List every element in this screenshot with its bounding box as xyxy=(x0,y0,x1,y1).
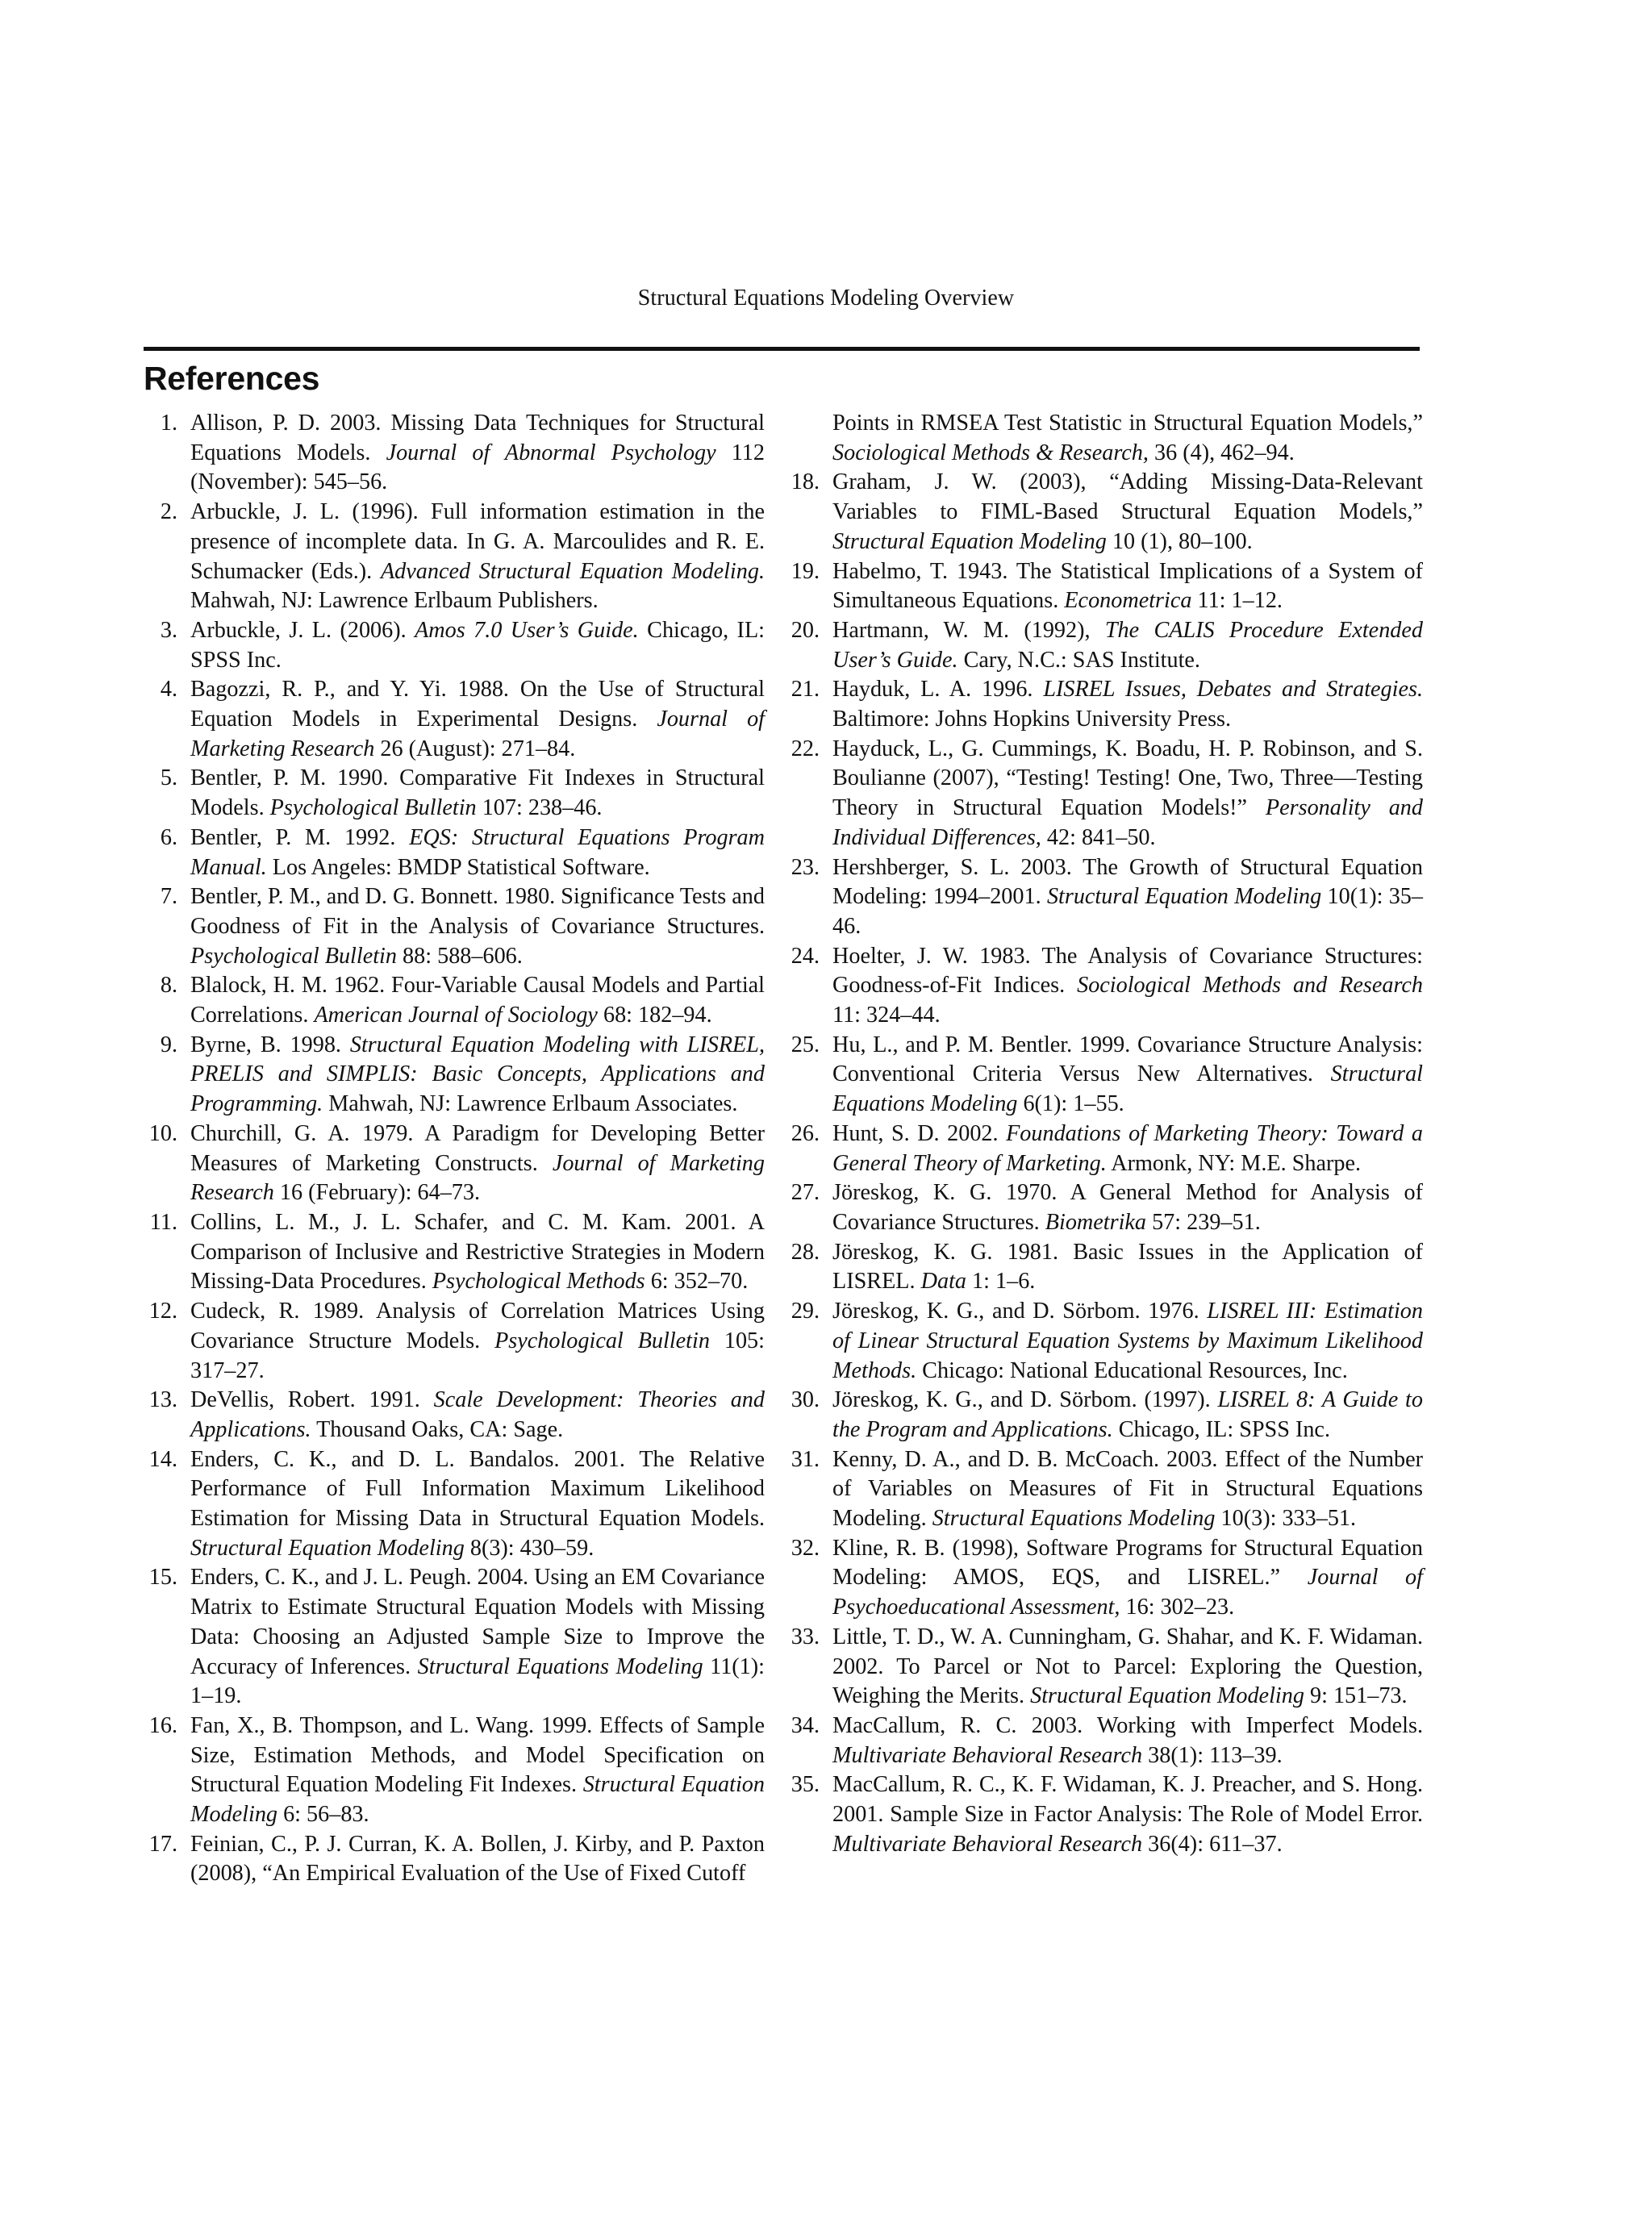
reference-text: Bentler, P. M. 1992. xyxy=(190,824,410,850)
reference-text: Feinian, C., P. J. Curran, K. A. Bollen, J. Kirby, and P. Paxton (2008), “An Empirical Evaluation of the Use of Fixed Cutoff xyxy=(190,1831,765,1887)
reference-text: Bagozzi, R. P., and Y. Yi. 1988. On the Use of Structural Equation Models in Experimental Designs. xyxy=(190,677,765,732)
reference-number: 7. xyxy=(160,884,177,910)
references-right-column xyxy=(786,409,1423,1859)
reference-text: Points in RMSEA Test Statistic in Structural Equation Models,” xyxy=(832,411,1423,436)
reference-text: 57: 239–51. xyxy=(1146,1209,1261,1235)
reference-item xyxy=(144,1386,765,1445)
reference-item xyxy=(144,1563,765,1712)
reference-number: 25. xyxy=(791,1032,820,1057)
reference-text: Chicago, IL: SPSS Inc. xyxy=(190,617,765,673)
reference-item xyxy=(144,882,765,971)
reference-title-italic: Advanced Structural Equation Modeling. xyxy=(380,558,766,584)
reference-item xyxy=(144,675,765,764)
reference-item xyxy=(786,1445,1423,1534)
reference-number: 11. xyxy=(149,1209,177,1235)
reference-number: 26. xyxy=(791,1120,820,1146)
reference-title-italic: Sociological Methods and Research xyxy=(1077,973,1423,999)
reference-text: 10(3): 333–51. xyxy=(1215,1506,1357,1532)
reference-text: Cudeck, R. 1989. Analysis of Correlation Matrices Using Covariance Structure Models. xyxy=(190,1299,765,1353)
reference-title-italic: Structural Equation Modeling xyxy=(190,1535,465,1561)
reference-text: 11: 324–44. xyxy=(832,1003,941,1028)
reference-title-italic: LISREL 8: A Guide to the Program and Applications. xyxy=(832,1387,1423,1442)
reference-text: Bentler, P. M., and D. G. Bonnett. 1980. Significance Tests and Goodness of Fit in the Analysis of Covariance Structures. xyxy=(190,884,765,939)
reference-text: 42: 841–50. xyxy=(1041,824,1156,850)
reference-number: 18. xyxy=(791,469,820,495)
reference-text: 1: 1–6. xyxy=(966,1269,1036,1295)
reference-text: 9: 151–73. xyxy=(1304,1683,1408,1709)
reference-text: 11: 1–12. xyxy=(1191,588,1283,614)
reference-title-italic: Structural Equation Modeling xyxy=(190,1772,765,1828)
reference-text: Hayduck, L., G. Cummings, K. Boadu, H. P. Robinson, and S. Boulianne (2007), “Testing! Testing! One, Two, Three—Testing Theory in Structural Equation Models!” xyxy=(832,736,1423,821)
reference-title-italic: Journal of Marketing Research xyxy=(190,1150,765,1206)
reference-text: 36(4): 611–37. xyxy=(1142,1831,1283,1857)
reference-number: 2. xyxy=(160,499,177,525)
reference-title-italic: Multivariate Behavioral Research xyxy=(832,1831,1143,1857)
section-title: References xyxy=(144,360,320,397)
reference-text: Mahwah, NJ: Lawrence Erlbaum Associates. xyxy=(323,1091,738,1117)
reference-text: Hunt, S. D. 2002. xyxy=(832,1120,1007,1146)
reference-item xyxy=(786,735,1423,853)
reference-text: Collins, L. M., J. L. Schafer, and C. M. Kam. 2001. A Comparison of Inclusive and Restrictive Strategies in Modern Missing-Data Procedures. xyxy=(190,1209,765,1295)
reference-item xyxy=(786,616,1423,675)
reference-title-italic: Biometrika xyxy=(1045,1209,1147,1235)
reference-item xyxy=(786,409,1423,468)
reference-text: Arbuckle, J. L. (2006). xyxy=(190,617,415,643)
reference-title-italic: Data xyxy=(920,1269,966,1295)
reference-title-italic: Journal of Abnormal Psychology xyxy=(386,440,716,465)
reference-text: 16: 302–23. xyxy=(1120,1595,1235,1620)
reference-title-italic: Multivariate Behavioral Research xyxy=(832,1742,1143,1768)
reference-title-italic: Sociological Methods & Research, xyxy=(832,440,1149,465)
reference-text: Baltimore: Johns Hopkins University Press. xyxy=(832,707,1232,732)
reference-text: 6: 352–70. xyxy=(645,1269,749,1295)
reference-item xyxy=(786,675,1423,734)
reference-text: Thousand Oaks, CA: Sage. xyxy=(311,1416,564,1442)
reference-text: Hoelter, J. W. 1983. The Analysis of Covariance Structures: Goodness-of-Fit Indices. xyxy=(832,943,1423,999)
reference-text: Arbuckle, J. L. (1996). Full information estimation in the presence of incomplete data. In G. A. Marcoulides and R. E. Schumacker (Eds.). xyxy=(190,499,765,584)
reference-title-italic: LISREL III: Estimation of Linear Structural Equation Systems by Maximum Likelihood Methods. xyxy=(832,1299,1423,1383)
reference-text: Enders, C. K., and D. L. Bandalos. 2001. The Relative Performance of Full Information Maximum Likelihood Estimation for Missing Data in Structural Equation Models. xyxy=(190,1446,765,1532)
reference-text: Allison, P. D. 2003. Missing Data Techniques for Structural Equations Models. xyxy=(190,411,765,465)
reference-number: 35. xyxy=(791,1772,820,1798)
reference-title-italic: Structural Equations Modeling xyxy=(932,1506,1216,1532)
reference-title-italic: American Journal of Sociology xyxy=(314,1003,598,1028)
reference-text: Hayduk, L. A. 1996. xyxy=(832,677,1044,703)
reference-number: 13. xyxy=(148,1387,177,1413)
reference-item xyxy=(786,1120,1423,1178)
reference-title-italic: Structural Equations Modeling xyxy=(417,1653,703,1679)
reference-text: 16 (February): 64–73. xyxy=(273,1180,481,1206)
reference-text: Little, T. D., W. A. Cunningham, G. Shahar, and K. F. Widaman. 2002. To Parcel or Not to Parcel: Exploring the Question, Weighing the Merits. xyxy=(832,1624,1423,1709)
reference-number: 23. xyxy=(791,854,820,880)
reference-text: Jöreskog, K. G. 1981. Basic Issues in the Application of LISREL. xyxy=(832,1239,1423,1295)
reference-text: Cary, N.C.: SAS Institute. xyxy=(957,647,1200,673)
reference-number: 29. xyxy=(791,1299,820,1324)
reference-text: 68: 182–94. xyxy=(597,1003,712,1028)
reference-text: 88: 588–606. xyxy=(396,943,523,969)
reference-text: Mahwah, NJ: Lawrence Erlbaum Publishers. xyxy=(190,588,599,614)
reference-title-italic: Psychological Methods xyxy=(432,1269,645,1295)
reference-title-italic: Scale Development: Theories and Applications. xyxy=(190,1387,765,1442)
reference-number: 17. xyxy=(148,1831,177,1857)
reference-title-italic: Structural Equations Modeling xyxy=(832,1061,1423,1117)
reference-title-italic: Amos 7.0 User’s Guide. xyxy=(415,617,639,643)
reference-number: 32. xyxy=(791,1535,820,1561)
reference-text: 107: 238–46. xyxy=(476,795,603,821)
reference-item xyxy=(786,1712,1423,1770)
reference-title-italic: Foundations of Marketing Theory: Toward a General Theory of Marketing. xyxy=(832,1120,1423,1176)
reference-text: Bentler, P. M. 1990. Comparative Fit Indexes in Structural Models. xyxy=(190,765,765,821)
reference-title-italic: Psychological Bulletin xyxy=(494,1328,710,1353)
reference-text: Los Angeles: BMDP Statistical Software. xyxy=(266,854,650,880)
reference-number: 21. xyxy=(791,677,820,703)
reference-title-italic: The CALIS Procedure Extended User’s Guide. xyxy=(832,617,1423,673)
reference-item xyxy=(144,1208,765,1297)
reference-text: Kline, R. B. (1998), Software Programs for Structural Equation Modeling: AMOS, EQS, and LISREL.” xyxy=(832,1535,1423,1591)
reference-item xyxy=(786,1386,1423,1445)
reference-title-italic: Journal of Marketing Research xyxy=(190,707,765,761)
reference-number: 8. xyxy=(160,973,177,999)
reference-text: Armonk, NY: M.E. Sharpe. xyxy=(1106,1150,1362,1176)
reference-title-italic: EQS: Structural Equations Program Manual. xyxy=(190,824,765,880)
header-rule xyxy=(144,347,1420,351)
reference-title-italic: Personality and Individual Differences, xyxy=(832,795,1423,850)
reference-text: Graham, J. W. (2003), “Adding Missing-Data-Relevant Variables to FIML-Based Structural Equation Models,” xyxy=(832,469,1423,525)
reference-item xyxy=(786,1770,1423,1859)
reference-text: 38(1): 113–39. xyxy=(1142,1742,1283,1768)
reference-number: 20. xyxy=(791,617,820,643)
reference-title-italic: Structural Equation Modeling xyxy=(832,528,1107,554)
reference-item xyxy=(144,1712,765,1830)
reference-item xyxy=(786,1297,1423,1386)
reference-item xyxy=(144,764,765,823)
reference-item xyxy=(144,498,765,616)
reference-text: 10(1): 35–46. xyxy=(832,884,1423,939)
reference-item xyxy=(786,1238,1423,1297)
reference-item xyxy=(786,557,1423,616)
reference-text: 6(1): 1–55. xyxy=(1017,1091,1124,1117)
reference-text: MacCallum, R. C., K. F. Widaman, K. J. Preacher, and S. Hong. 2001. Sample Size in Factor Analysis: The Role of Model Error. xyxy=(832,1772,1423,1828)
reference-text: Hartmann, W. M. (1992), xyxy=(832,617,1105,643)
reference-text: Kenny, D. A., and D. B. McCoach. 2003. Effect of the Number of Variables on Measures of Fit in Structural Equations Modeling. xyxy=(832,1446,1423,1532)
reference-title-italic: Journal of Psychoeducational Assessment, xyxy=(832,1565,1423,1620)
reference-item xyxy=(786,942,1423,1031)
reference-text: 112 (November): 545–56. xyxy=(190,440,765,495)
reference-number: 5. xyxy=(160,765,177,791)
reference-number: 9. xyxy=(160,1032,177,1057)
reference-text: 6: 56–83. xyxy=(277,1802,369,1828)
reference-text: 10 (1), 80–100. xyxy=(1106,528,1253,554)
reference-number: 16. xyxy=(148,1712,177,1738)
reference-number: 4. xyxy=(160,677,177,703)
reference-text: 11(1): 1–19. xyxy=(190,1653,765,1709)
reference-item xyxy=(144,1297,765,1386)
reference-item xyxy=(786,1031,1423,1120)
reference-text: Enders, C. K., and J. L. Peugh. 2004. Using an EM Covariance Matrix to Estimate Structural Equation Models with Missing Data: Choosing an Adjusted Sample Size to Improve the Accuracy of Inferences. xyxy=(190,1565,765,1679)
reference-number: 15. xyxy=(148,1565,177,1591)
reference-item xyxy=(786,1623,1423,1712)
reference-number: 33. xyxy=(791,1624,820,1649)
reference-text: MacCallum, R. C. 2003. Working with Imperfect Models. xyxy=(832,1712,1423,1738)
reference-text: Blalock, H. M. 1962. Four-Variable Causal Models and Partial Correlations. xyxy=(190,973,765,1028)
reference-item xyxy=(786,1534,1423,1623)
reference-number: 14. xyxy=(148,1446,177,1472)
reference-item xyxy=(786,1178,1423,1237)
reference-text: Jöreskog, K. G., and D. Sörbom. (1997). xyxy=(832,1387,1218,1413)
reference-text: 36 (4), 462–94. xyxy=(1148,440,1295,465)
reference-title-italic: Econometrica xyxy=(1064,588,1192,614)
reference-text: Hershberger, S. L. 2003. The Growth of Structural Equation Modeling: 1994–2001. xyxy=(832,854,1423,910)
reference-number: 1. xyxy=(160,411,177,436)
reference-number: 6. xyxy=(160,824,177,850)
reference-item xyxy=(144,616,765,675)
reference-text: Jöreskog, K. G. 1970. A General Method for Analysis of Covariance Structures. xyxy=(832,1180,1423,1235)
reference-title-italic: LISREL Issues, Debates and Strategies. xyxy=(1043,677,1423,703)
reference-number: 34. xyxy=(791,1712,820,1738)
reference-text: DeVellis, Robert. 1991. xyxy=(190,1387,434,1413)
reference-title-italic: Psychological Bulletin xyxy=(190,943,397,969)
reference-number: 27. xyxy=(791,1180,820,1206)
reference-text: Habelmo, T. 1943. The Statistical Implications of a System of Simultaneous Equations. xyxy=(832,558,1423,614)
reference-text: Fan, X., B. Thompson, and L. Wang. 1999. Effects of Sample Size, Estimation Methods, and Model Specification on Structural Equation Modeling Fit Indexes. xyxy=(190,1712,765,1798)
reference-number: 22. xyxy=(791,736,820,761)
references-left-column xyxy=(144,409,765,1889)
reference-number: 24. xyxy=(791,943,820,969)
reference-item xyxy=(144,1031,765,1120)
reference-title-italic: Structural Equation Modeling xyxy=(1030,1683,1304,1709)
reference-text: Byrne, B. 1998. xyxy=(190,1032,350,1057)
reference-number: 19. xyxy=(791,558,820,584)
reference-text: Hu, L., and P. M. Bentler. 1999. Covariance Structure Analysis: Conventional Criteria Versus New Alternatives. xyxy=(832,1032,1423,1087)
reference-text: Chicago, IL: SPSS Inc. xyxy=(1112,1416,1330,1442)
reference-number: 10. xyxy=(148,1120,177,1146)
reference-text: 26 (August): 271–84. xyxy=(374,736,576,761)
reference-text: Churchill, G. A. 1979. A Paradigm for Developing Better Measures of Marketing Constructs. xyxy=(190,1120,765,1176)
reference-item xyxy=(786,853,1423,942)
reference-title-italic: Psychological Bulletin xyxy=(269,795,477,821)
reference-text: Chicago: National Educational Resources, Inc. xyxy=(916,1357,1348,1383)
reference-title-italic: Structural Equation Modeling xyxy=(1046,884,1322,910)
reference-text: 8(3): 430–59. xyxy=(464,1535,594,1561)
reference-number: 31. xyxy=(791,1446,820,1472)
reference-item xyxy=(144,971,765,1030)
reference-item xyxy=(144,409,765,498)
reference-item xyxy=(144,824,765,882)
reference-text: 105: 317–27. xyxy=(190,1328,765,1383)
reference-title-italic: Structural Equation Modeling with LISREL, PRELIS and SIMPLIS: Basic Concepts, Applications and Programming. xyxy=(190,1032,766,1117)
reference-item xyxy=(144,1830,765,1889)
reference-item xyxy=(786,468,1423,557)
reference-number: 28. xyxy=(791,1239,820,1265)
reference-number: 30. xyxy=(791,1387,820,1413)
reference-number: 3. xyxy=(160,617,177,643)
reference-number: 12. xyxy=(148,1299,177,1324)
reference-text: Jöreskog, K. G., and D. Sörbom. 1976. xyxy=(832,1299,1208,1324)
running-head: Structural Equations Modeling Overview xyxy=(637,286,1015,311)
reference-item xyxy=(144,1120,765,1208)
reference-item xyxy=(144,1445,765,1564)
